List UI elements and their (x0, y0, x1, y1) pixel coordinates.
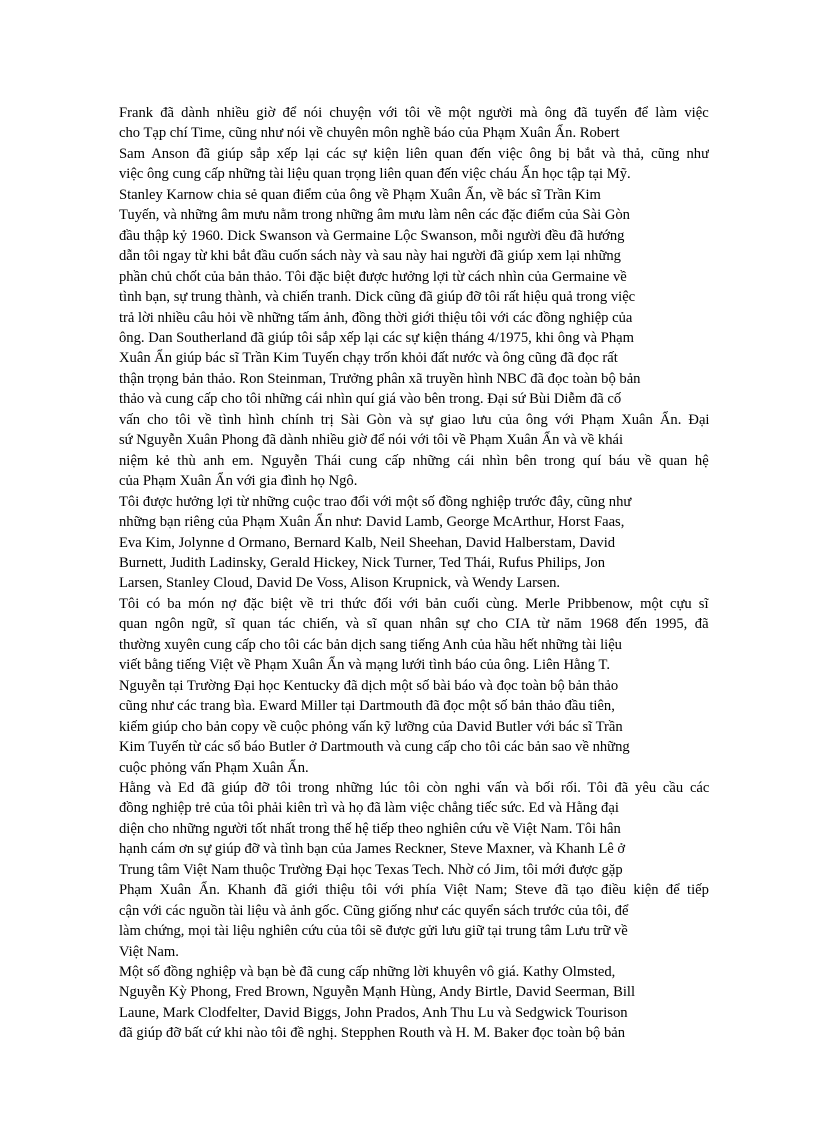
text-line: Tuyến, và những âm mưu nằm trong những âm mưu làm nên các đặc điểm của Sài Gòn (119, 207, 630, 224)
text-line: cuộc phỏng vấn Phạm Xuân Ẩn. (119, 759, 309, 776)
text-line: làm chứng, mọi tài liệu nghiên cứu của tôi sẽ được gửi lưu giữ tại trung tâm Lưu trữ về (119, 923, 628, 940)
text-line: những bạn riêng của Phạm Xuân Ẩn như: David Lamb, George McArthur, Horst Faas, (119, 514, 625, 531)
text-line: cũng như các trang bìa. Eward Miller tại Dartmouth đã đọc một số bản thảo đầu tiên, (119, 698, 615, 715)
text-line: Trung tâm Việt Nam thuộc Trường Đại học Texas Tech. Nhờ có Jim, tôi mới được gặp (119, 861, 623, 878)
text-line: Một số đồng nghiệp và bạn bè đã cung cấp những lời khuyên vô giá. Kathy Olmsted, (119, 964, 616, 981)
text-line: Larsen, Stanley Cloud, David De Voss, Alison Krupnick, và Wendy Larsen. (119, 575, 561, 592)
text-line: Stanley Karnow chia sẻ quan điểm của ông về Phạm Xuân Ẩn, về bác sĩ Trần Kim (119, 186, 601, 203)
text-line: sứ Nguyễn Xuân Phong đã dành nhiều giờ để nói với tôi về Phạm Xuân Ẩn và về khái (119, 432, 624, 449)
text-line: ông. Dan Southerland đã giúp tôi sắp xếp lại các sự kiện tháng 4/1975, khi ông và Phạm (119, 329, 634, 346)
body-text (119, 103, 709, 1044)
text-line: Eva Kim, Jolynne d Ormano, Bernard Kalb, Neil Sheehan, David Halberstam, David (119, 534, 616, 551)
text-line: Tôi được hưởng lợi từ những cuộc trao đổi với một số đồng nghiệp trước đây, cũng như (119, 493, 632, 510)
text-line: phần chủ chốt của bản thảo. Tôi đặc biệt được hưởng lợi từ cách nhìn của Germaine về (119, 268, 627, 285)
text-line: trả lời nhiều câu hỏi về những tấm ảnh, đồng thời giới thiệu tôi với các đồng nghiệp của (119, 309, 633, 326)
text-line: Hằng và Ed đã giúp đỡ tôi trong những lúc tôi còn nghi vấn và bối rối. Tôi đã yêu cầu các (119, 779, 709, 796)
text-line: thảo và cung cấp cho tôi những cái nhìn quí giá vào bên trong. Đại sứ Bùi Diễm đã cố (119, 391, 622, 408)
text-line: Phạm Xuân Ẩn. Khanh đã giới thiệu tôi với phía Việt Nam; Steve đã tạo điều kiện để tiếp (119, 882, 709, 899)
text-line: việc ông cung cấp những tài liệu quan trọng liên quan đến việc cháu Ẩn học tập tại Mỹ. (119, 166, 631, 183)
text-line: đồng nghiệp trẻ của tôi phải kiên trì và họ đã làm việc chẳng tiếc sức. Ed và Hằng đại (119, 800, 619, 817)
text-line: quan ngôn ngữ, sĩ quan tác chiến, và sĩ quan nhân sự cho CIA từ năm 1968 đến 1995, đã (119, 616, 709, 633)
text-line: vấn cho tôi về tình hình chính trị Sài Gòn và sự giao lưu của ông với Phạm Xuân Ẩn. Đại (119, 411, 709, 428)
text-line: thường xuyên cung cấp cho tôi các bản dịch sang tiếng Anh của hầu hết những tài liệu (119, 636, 622, 653)
text-line: đã giúp đỡ bất cứ khi nào tôi đề nghị. Stepphen Routh và H. M. Baker đọc toàn bộ bản (119, 1025, 626, 1042)
text-line: cho Tạp chí Time, cũng như nói về chuyên môn nghề báo của Phạm Xuân Ẩn. Robert (119, 125, 620, 142)
text-line: viết bằng tiếng Việt về Phạm Xuân Ẩn và mạng lưới tình báo của ông. Liên Hằng T. (119, 657, 610, 674)
text-line: đầu thập kỷ 1960. Dick Swanson và Germaine Lộc Swanson, mỗi người đều đã hướng (119, 227, 625, 244)
text-line: Việt Nam. (119, 943, 179, 960)
text-line: Laune, Mark Clodfelter, David Biggs, John Prados, Anh Thu Lu và Sedgwick Tourison (119, 1004, 628, 1021)
text-line: Kim Tuyến từ các sổ báo Butler ở Dartmouth và cung cấp cho tôi các bản sao về những (119, 739, 630, 756)
text-line: niệm kẻ thù anh em. Nguyễn Thái cung cấp những cái nhìn bên trong quí báu về quan hệ (119, 452, 709, 469)
text-line: kiếm giúp cho bản copy về cuộc phỏng vấn kỹ lưỡng của David Butler với bác sĩ Trần (119, 718, 623, 735)
text-line: Frank đã dành nhiều giờ để nói chuyện với tôi về một người mà ông đã tuyển để làm việc (119, 105, 709, 121)
text-line: tình bạn, sự trung thành, và chiến tranh. Dick cũng đã giúp đỡ tôi rất hiệu quả trong việc (119, 289, 636, 306)
text-line: Burnett, Judith Ladinsky, Gerald Hickey, Nick Turner, Ted Thái, Rufus Philips, Jon (119, 554, 606, 571)
text-line: của Phạm Xuân Ẩn với gia đình họ Ngô. (119, 473, 358, 490)
text-line: cận với các nguồn tài liệu và ảnh gốc. Cũng giống như các quyển sách trước của tôi, để (119, 902, 629, 919)
text-line: Xuân Ẩn giúp bác sĩ Trần Kim Tuyến chạy trốn khỏi đất nước và ông cũng đã đọc rất (119, 350, 618, 367)
text-line: Sam Anson đã giúp sắp xếp lại các sự kiện liên quan đến việc ông bị bắt và thả, cũng như (119, 145, 709, 162)
text-line: hạnh cám ơn sự giúp đỡ và tình bạn của James Reckner, Steve Maxner, và Khanh Lê ở (119, 841, 626, 858)
text-line: dẫn tôi ngay từ khi bắt đầu cuốn sách này và sau này hai người đã giúp xem lại những (119, 248, 621, 265)
text-line: Nguyễn tại Trường Đại học Kentucky đã dịch một số bài báo và đọc toàn bộ bản thảo (119, 677, 619, 694)
text-line: diện cho những người tốt nhất trong thế hệ tiếp theo nghiên cứu về Việt Nam. Tôi hân (119, 820, 621, 837)
text-line: Tôi có ba món nợ đặc biệt về tri thức đối với bản cuối cùng. Merle Pribbenow, một cựu sĩ (119, 595, 709, 612)
text-line: Nguyễn Kỳ Phong, Fred Brown, Nguyễn Mạnh Hùng, Andy Birtle, David Seerman, Bill (119, 984, 636, 1001)
text-line: thận trọng bản thảo. Ron Steinman, Trưởng phân xã truyền hình NBC đã đọc toàn bộ bản (119, 370, 641, 387)
